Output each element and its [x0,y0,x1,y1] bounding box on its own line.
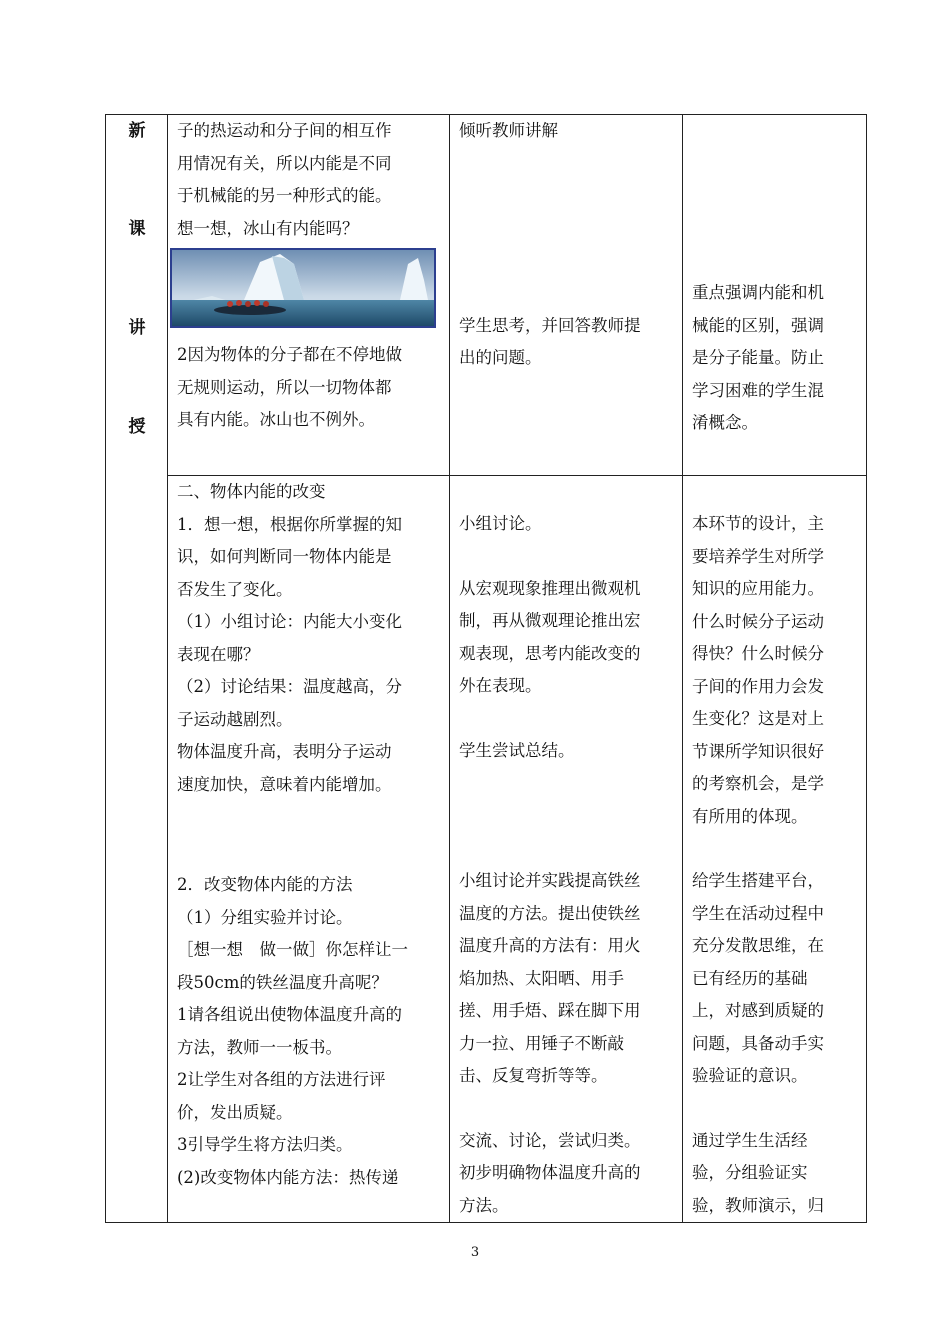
teaching-content-cell [168,476,450,1223]
design-intent-text: 本环节的设计，主 要培养学生对所学 知识的应用能力。 什么时候分子运动 得快？什么时候分 子间的作用力会发 生变化？这是对上 节课所学知识很好 的考察机会，是学 有所用的体现。 给学生搭建平台， 学生在活动过程中 充分发散思维，在 已有经历的基础 上，对感到质疑的 问题，具备动手实 验验证的意识。 通过学生生活经 验，分组验证实 验，教师演示，归 [692,514,824,1215]
design-intent-text: 重点强调内能和机 械能的区别，强调 是分子能量。防止 学习困难的学生混 淆概念。 [692,283,824,432]
section-label-char: 新 [128,121,146,141]
student-activity-cell [450,115,683,476]
section-label-char: 授 [128,417,146,437]
teaching-content-cell [168,115,450,476]
design-intent-cell [683,476,867,1223]
design-intent-cell [683,115,867,476]
content-text: 二、物体内能的改变 1．想一想，根据你所掌握的知 识，如何判断同一物体内能是 否发生了变化。 （1）小组讨论：内能大小变化 表现在哪？ （2）讨论结果：温度越高，分 子运动越剧烈。 物体温度升高，表明分子运动 速度加快，意味着内能增加。 2．改变物体内能的方法 （1）分组实验并讨论。 ［想一想 做一做］你怎样让一 段50cm的铁丝温度升高呢？ 1请各组说出使物体温度升高的 方法，教师一一板书。 2让学生对各组的方法进行评 价，发出质疑。 3引导学生将方法归类。 (2)改变物体内能方法：热传递 [177,482,408,1187]
section-label-char: 课 [128,219,146,239]
page-number: 3 [470,1245,480,1260]
lesson-plan-table [105,114,867,1223]
iceberg-photo-icon [170,248,436,328]
section-label-cell [106,115,168,1223]
section-label-char: 讲 [128,318,146,338]
student-activity-text: 小组讨论。 从宏观现象推理出微观机 制，再从微观理论推出宏 观表现，思考内能改变的 外在表现。 学生尝试总结。 小组讨论并实践提高铁丝 温度的方法。提出使铁丝 温度升高的方法有：用火 焰加热、太阳晒、用手 搓、用手焐、踩在脚下用 力一拉、用锤子不断敲 击、反复弯折等等。 交流、讨论，尝试归类。 初步明确物体温度升高的 方法。 [459,514,641,1215]
content-text: 子的热运动和分子间的相互作 用情况有关，所以内能是不同 于机械能的另一种形式的能。 想一想，冰山有内能吗？ 2因为物体的分子都在不停地做 无规则运动，所以一切物体都 具有内能。冰山也不例外。 [177,121,402,429]
student-activity-cell [450,476,683,1223]
student-activity-text: 倾听教师讲解 学生思考，并回答教师提 出的问题。 [459,121,641,367]
